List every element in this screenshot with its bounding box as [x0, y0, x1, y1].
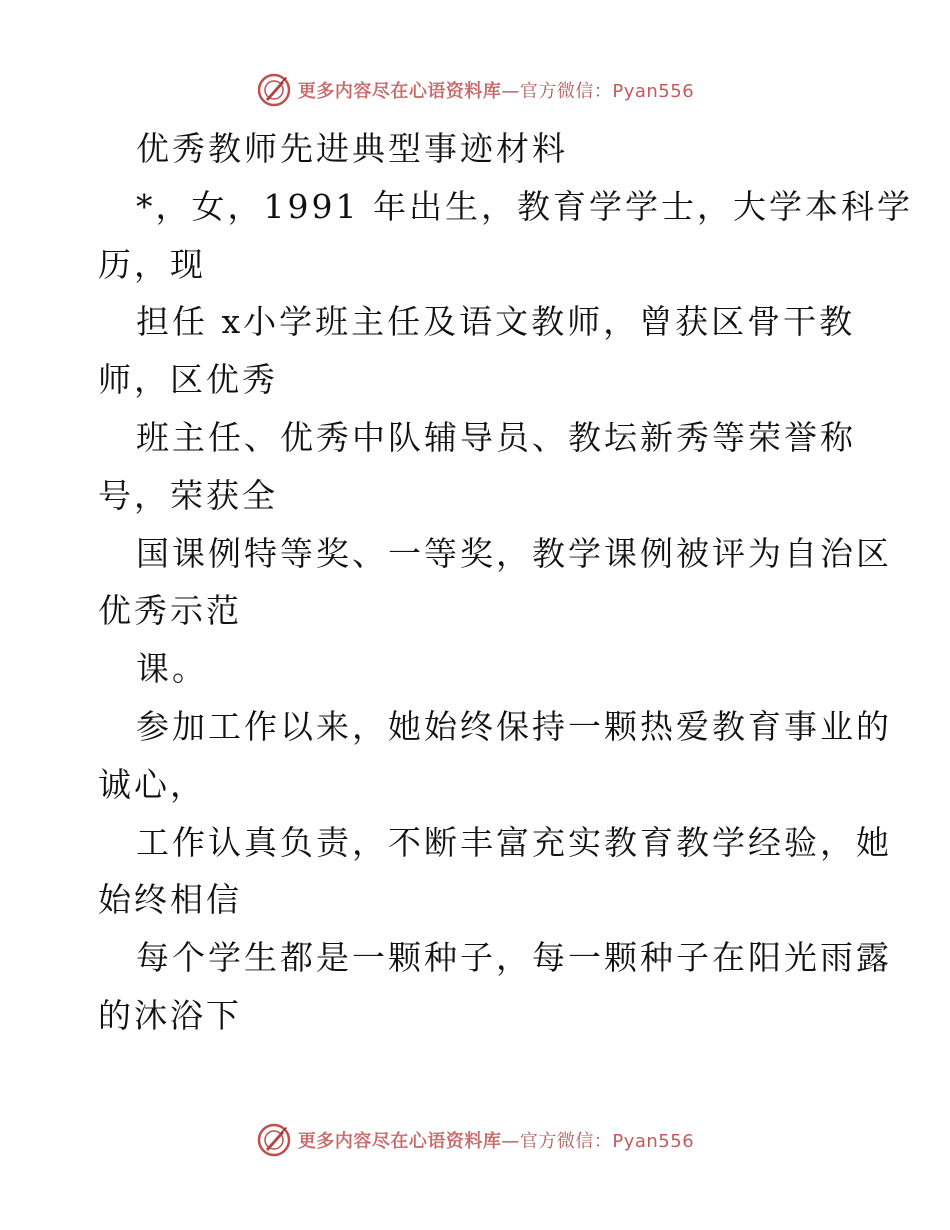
text-line: 班主任、优秀中队辅导员、教坛新秀等荣誉称	[136, 417, 856, 457]
header-watermark	[0, 70, 950, 110]
document-body	[98, 120, 913, 1045]
text-line: 历，现	[98, 244, 206, 284]
text-line: *，女，1991 年出生，教育学学士，大学本科学	[136, 186, 913, 226]
header-watermark-text	[298, 77, 694, 103]
quill-seal-icon	[256, 1122, 292, 1158]
text-line: 的沐浴下	[98, 995, 242, 1035]
document-title: 优秀教师先进典型事迹材料	[136, 129, 568, 168]
watermark-id: Pyan556	[612, 81, 695, 102]
watermark-id: Pyan556	[612, 1131, 695, 1152]
quill-seal-icon	[256, 72, 292, 108]
text-line: 国课例特等奖、一等奖，教学课例被评为自治区	[136, 533, 892, 573]
watermark-separator: —	[501, 1131, 520, 1152]
text-line: 每个学生都是一颗种子，每一颗种子在阳光雨露	[136, 938, 892, 978]
watermark-brand: 更多内容尽在心语资料库	[297, 1131, 502, 1152]
footer-watermark	[0, 1120, 950, 1160]
text-line: 优秀示范	[98, 591, 242, 631]
text-line: 师，区优秀	[98, 360, 278, 400]
text-line: 始终相信	[98, 880, 242, 920]
text-line: 担任 x小学班主任及语文教师，曾获区骨干教	[136, 302, 856, 342]
text-line: 课。	[136, 649, 208, 689]
watermark-label: 官方微信：	[519, 1131, 613, 1152]
text-line: 工作认真负责，不断丰富充实教育教学经验，她	[136, 822, 892, 862]
watermark-label: 官方微信：	[519, 81, 613, 102]
watermark-separator: —	[501, 81, 520, 102]
footer-watermark-text	[298, 1127, 694, 1153]
text-line: 参加工作以来，她始终保持一颗热爱教育事业的	[136, 706, 892, 746]
text-line: 号，荣获全	[98, 475, 278, 515]
watermark-brand: 更多内容尽在心语资料库	[297, 81, 502, 102]
text-line: 诚心，	[98, 764, 206, 804]
